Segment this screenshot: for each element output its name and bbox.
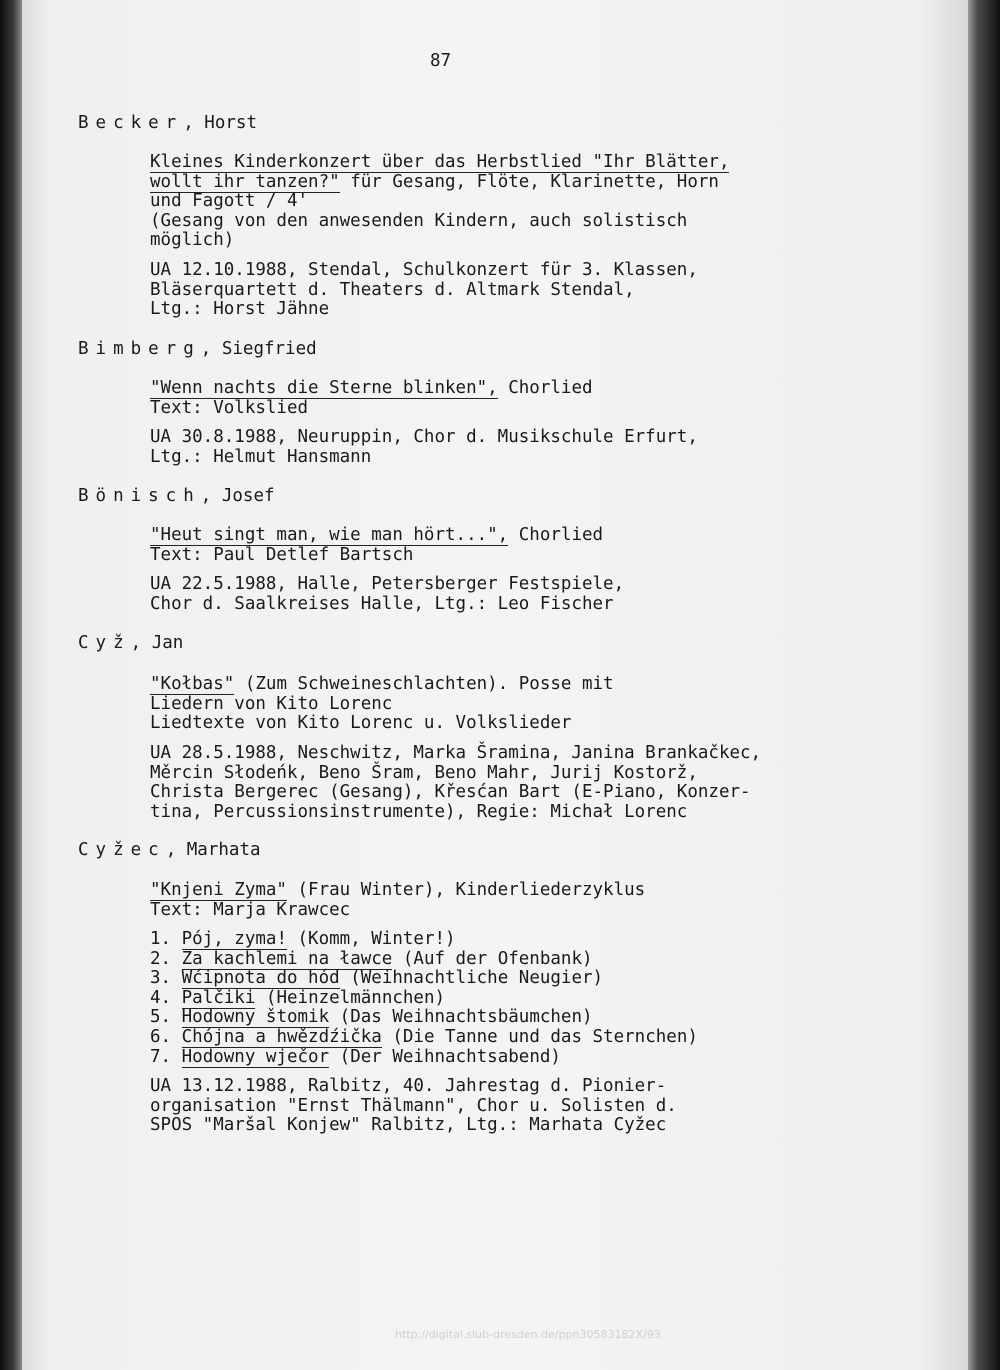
premiere-info: UA 12.10.1988, Stendal, Schulkonzert für 3. Klassen, Bläserquartett d. Theaters d. Altmark Stendal, Ltg.: Horst Jähne	[150, 260, 698, 320]
list-item: 3. Wćipnota do hód (Weihnachtliche Neugier)	[150, 968, 604, 989]
song-title: Chójna a hwězdźička	[181, 1026, 382, 1047]
work-line: Text: Volkslied	[150, 397, 309, 418]
work-description	[150, 153, 850, 251]
work-title-underlined: "Heut singt man, wie man hört...",	[150, 525, 509, 545]
work-title-underlined: "Wenn nachts die Sterne blinken",	[150, 378, 498, 398]
composer-firstname: Jan	[151, 633, 184, 653]
composer-heading: Becker, Horst	[78, 113, 257, 133]
composer-surname: Cyžec	[78, 840, 166, 860]
song-title: Palčiki	[181, 987, 256, 1008]
work-line: "Heut singt man, wie man hört...", Chorlied	[150, 525, 604, 545]
composer-heading: Bimberg, Siegfried	[78, 339, 317, 359]
work-title-underlined: Kleines Kinderkonzert über das Herbstlied "Ihr Blätter,	[150, 152, 730, 172]
premiere-info: UA 30.8.1988, Neuruppin, Chor d. Musikschule Erfurt, Ltg.: Helmut Hansmann	[150, 427, 698, 467]
work-line: Liedtexte von Kito Lorenc u. Volkslieder	[150, 713, 572, 734]
premiere-info: UA 13.12.1988, Ralbitz, 40. Jahrestag d. Pionier- organisation "Ernst Thälmann", Chor u. Solisten d. SPOS "Maršal Konjew" Ralbitz, Ltg.: Marhata Cyžec	[150, 1076, 677, 1136]
list-item: 7. Hodowny wječor (Der Weihnachtsabend)	[150, 1046, 561, 1067]
work-title-underlined: "Kołbas"	[150, 674, 235, 694]
work-line: Text: Paul Detlef Bartsch	[150, 544, 414, 565]
composer-heading: Bönisch, Josef	[78, 486, 275, 506]
source-url-watermark: http://digital.slub-dresden.de/ppn30583182X/93	[395, 1328, 661, 1341]
composer-heading: Cyžec, Marhata	[78, 840, 261, 860]
work-line: "Wenn nachts die Sterne blinken", Chorlied	[150, 378, 593, 398]
work-line: "Kołbas" (Zum Schweineschlachten). Posse mit	[150, 674, 614, 694]
list-item: 6. Chójna a hwězdźička (Die Tanne und das Sternchen)	[150, 1026, 698, 1047]
work-line: Text: Marja Krawcec	[150, 899, 351, 920]
composer-firstname: Horst	[204, 113, 257, 133]
list-item: 4. Palčiki (Heinzelmännchen)	[150, 987, 446, 1008]
song-title: Za kachlemi na ławce	[181, 948, 393, 969]
composer-surname: Becker	[78, 113, 184, 133]
composer-surname: Cyž	[78, 633, 131, 653]
composer-surname: Bimberg	[78, 339, 201, 359]
page-number: 87	[430, 51, 452, 71]
work-description	[150, 675, 850, 734]
premiere-info: UA 28.5.1988, Neschwitz, Marka Šramina, Janina Brankačkec, Měrcin Słodeńk, Beno Šram, Beno Mahr, Jurij Kostorž, Christa Bergerec (Gesang), Křesćan Bart (E-Piano, Konzer- tina, Percussionsinstrumente), Regie: Michał Lorenc	[150, 743, 762, 822]
work-line: und Fagott / 4'	[150, 191, 309, 212]
composer-firstname: Siegfried	[221, 339, 317, 359]
list-item: 5. Hodowny štomik (Das Weihnachtsbäumchen)	[150, 1007, 593, 1028]
list-item: 1. Pój, zyma! (Komm, Winter!)	[150, 929, 456, 949]
work-title-underlined: "Knjeni Zyma"	[150, 880, 287, 900]
song-title: Wćipnota do hód	[181, 968, 340, 989]
song-title: Hodowny štomik	[181, 1007, 330, 1028]
work-line: (Gesang von den anwesenden Kindern, auch solistisch	[150, 210, 688, 231]
work-line: möglich)	[150, 230, 235, 251]
list-item: 2. Za kachlemi na ławce (Auf der Ofenbank)	[150, 948, 593, 969]
song-title: Hodowny wječor	[181, 1046, 330, 1067]
work-title-underlined: wollt ihr tanzen?"	[150, 171, 340, 192]
composer-firstname: Josef	[221, 486, 275, 506]
work-line	[150, 153, 850, 173]
song-list	[150, 930, 850, 1067]
work-description	[150, 526, 850, 565]
work-line: wollt ihr tanzen?" für Gesang, Flöte, Klarinette, Horn	[150, 171, 719, 192]
work-line: "Knjeni Zyma" (Frau Winter), Kinderliederzyklus	[150, 880, 646, 900]
composer-heading: Cyž, Jan	[78, 633, 184, 653]
song-title: Pój, zyma!	[181, 929, 287, 949]
composer-surname: Bönisch	[78, 486, 201, 506]
work-description	[150, 881, 850, 920]
composer-firstname: Marhata	[186, 840, 261, 860]
premiere-info: UA 22.5.1988, Halle, Petersberger Festspiele, Chor d. Saalkreises Halle, Ltg.: Leo Fischer	[150, 574, 625, 614]
work-description	[150, 379, 850, 418]
work-line: Liedern von Kito Lorenc	[150, 693, 393, 714]
